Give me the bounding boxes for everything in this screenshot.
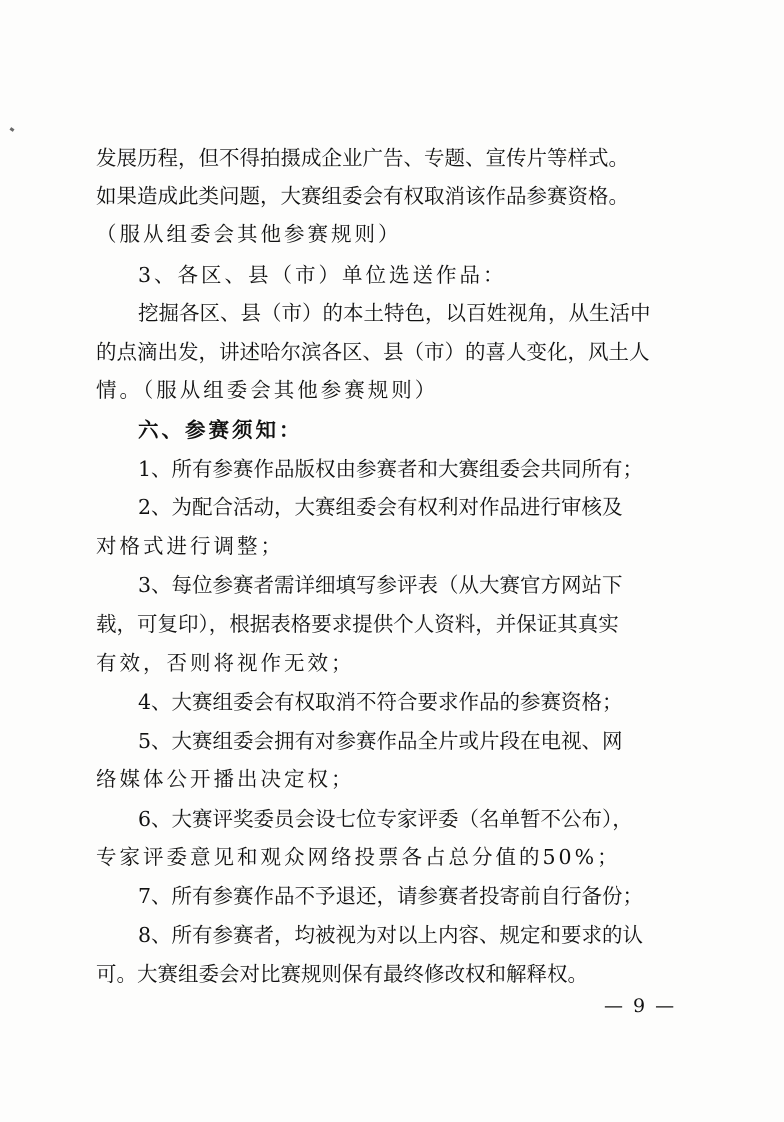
page-number: — 9 —	[604, 995, 677, 1017]
text-line: 7、所有参赛作品不予退还，请参赛者投寄前自行备份；	[138, 884, 644, 908]
text-line: 3、各区、县（市）单位选送作品：	[138, 263, 507, 287]
text-line: 可。大赛组委会对比赛规则保有最终修改权和解释权。	[96, 962, 588, 986]
text-line: 8、所有参赛者，均被视为对以上内容、规定和要求的认	[138, 923, 644, 947]
text-line: 专家评委意见和观众网络投票各占总分值的50%；	[96, 845, 621, 869]
text-line: 2、为配合活动，大赛组委会有权利对作品进行审核及	[138, 495, 623, 519]
text-line: 络媒体公开播出决定权；	[96, 767, 355, 791]
section-heading: 六、参赛须知：	[138, 418, 303, 442]
text-line: 4、大赛组委会有权取消不符合要求作品的参赛资格；	[138, 690, 623, 714]
text-line: 挖掘各区、县（市）的本土特色，以百姓视角，从生活中	[138, 301, 651, 325]
text-line: （服从组委会其他参赛规则）	[96, 222, 402, 246]
scan-speck	[10, 127, 15, 132]
text-line: 情。（服从组委会其他参赛规则）	[96, 378, 439, 402]
text-line: 如果造成此类问题，大赛组委会有权取消该作品参赛资格。	[96, 184, 629, 208]
text-line: 3、每位参赛者需详细填写参评表（从大赛官方网站下	[138, 573, 623, 597]
text-line: 有效，否则将视作无效；	[96, 651, 355, 675]
text-line: 的点滴出发，讲述哈尔滨各区、县（市）的喜人变化，风土人	[96, 340, 650, 364]
text-line: 载，可复印），根据表格要求提供个人资料，并保证其真实	[96, 612, 619, 636]
text-line: 1、所有参赛作品版权由参赛者和大赛组委会共同所有；	[138, 457, 644, 481]
text-line: 5、大赛组委会拥有对参赛作品全片或片段在电视、网	[138, 729, 623, 753]
text-line: 6、大赛评奖委员会设七位专家评委（名单暂不公布），	[138, 807, 633, 831]
text-line: 对格式进行调整；	[96, 534, 284, 558]
text-line: 发展历程，但不得拍摄成企业广告、专题、宣传片等样式。	[96, 146, 629, 170]
